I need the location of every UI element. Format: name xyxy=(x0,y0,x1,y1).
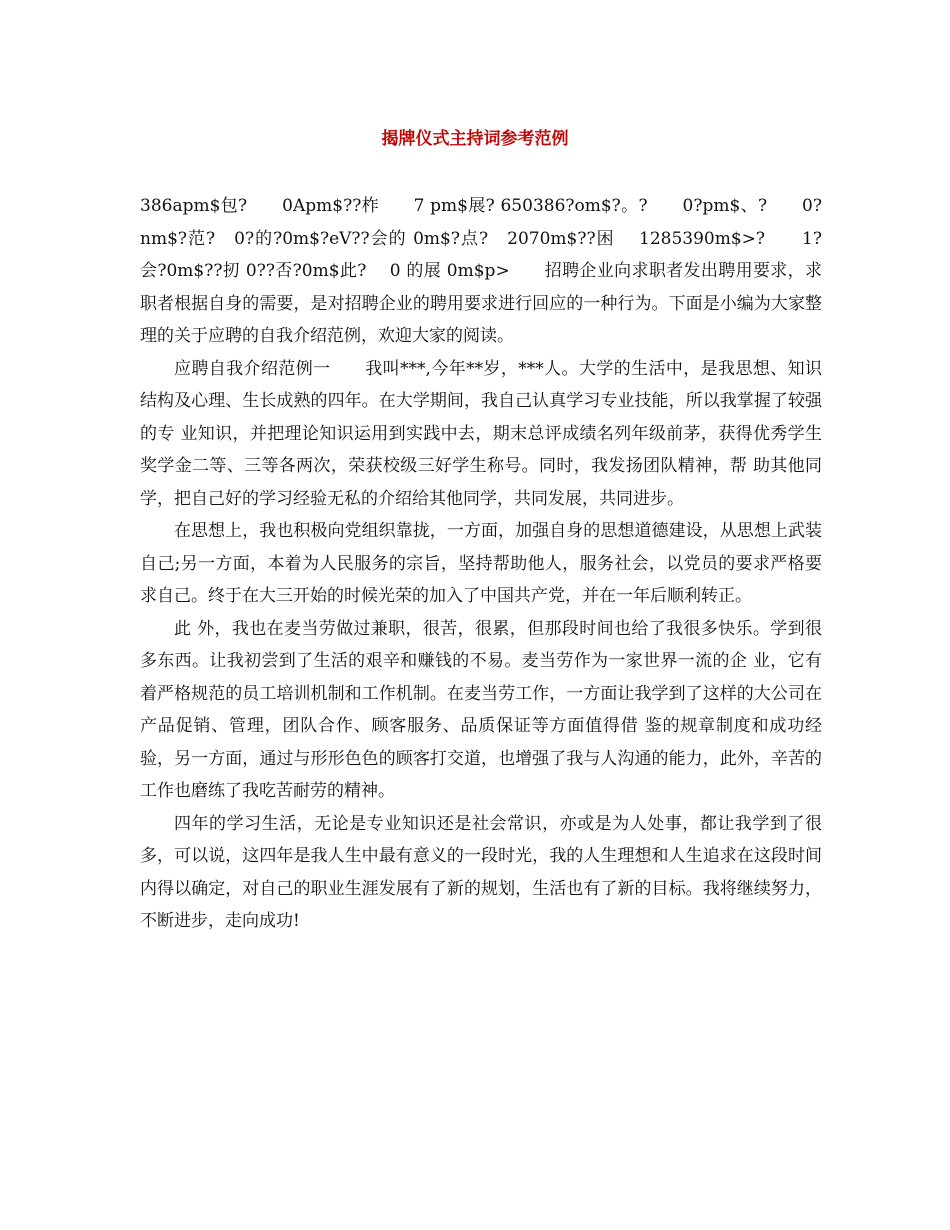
paragraph-self-intro: 应聘自我介绍范例一 我叫***,今年**岁，***人。大学的生活中，是我思想、知识结构及心理、生长成熟的四年。在大学期间，我自己认真学习专业技能，所以我掌握了较强的专 业知识，并把理论知识运用到实践中去，期末总评成绩名列年级前茅，获得优秀学生奖学金二等、三等各两次，荣获校级三好学生称号。同时，我发扬团队精神，帮 助其他同学，把自己好的学习经验无私的介绍给其他同学，共同发展，共同进步。 xyxy=(140,358,822,509)
document-body xyxy=(140,190,822,938)
paragraph-intro: 386apm$包? 0Apm$??柞 7 pm$展? 650386?om$?。? 0?pm$、? 0?nm$?范? 0?的?0m$?eV??会的 0m$?点? 2070m$??困 1285390m$>? 1?会?0m$??扨 0??否?0m$此? 0 的展 0m$p> 招聘企业向求职者发出聘用要求，求职者根据自身的需要，是对招聘企业的聘用要求进行回应的一种行为。下面是小编为大家整理的关于应聘的自我介绍范例，欢迎大家的阅读。 xyxy=(140,196,822,346)
paragraph-part-time-job: 此 外，我也在麦当劳做过兼职，很苦，很累，但那段时间也给了我很多快乐。学到很多东西。让我初尝到了生活的艰辛和赚钱的不易。麦当劳作为一家世界一流的企 业，它有着严格规范的员工培训机制和工作机制。在麦当劳工作，一方面让我学到了这样的大公司在产品促销、管理，团队合作、顾客服务、品质保证等方面值得借 鉴的规章制度和成功经验，另一方面，通过与形形色色的顾客打交道，也增强了我与人沟通的能力，此外，辛苦的工作也磨练了我吃苦耐劳的精神。 xyxy=(140,618,822,801)
page-title: 揭牌仪式主持词参考范例 xyxy=(381,129,569,149)
paragraph-conclusion: 四年的学习生活，无论是专业知识还是社会常识，亦或是为人处事，都让我学到了很多，可以说，这四年是我人生中最有意义的一段时光，我的人生理想和人生追求在这段时间内得以确定，对自己的职业生涯发展有了新的规划，生活也有了新的目标。我将继续努力，不断进步，走向成功! xyxy=(140,813,822,931)
paragraph-ideology: 在思想上，我也积极向党组织靠拢，一方面，加强自身的思想道德建设，从思想上武装自己;另一方面，本着为人民服务的宗旨，坚持帮助他人，服务社会，以党员的要求严格要求自己。终于在大三开始的时候光荣的加入了中国共产党，并在一年后顺利转正。 xyxy=(140,521,822,606)
